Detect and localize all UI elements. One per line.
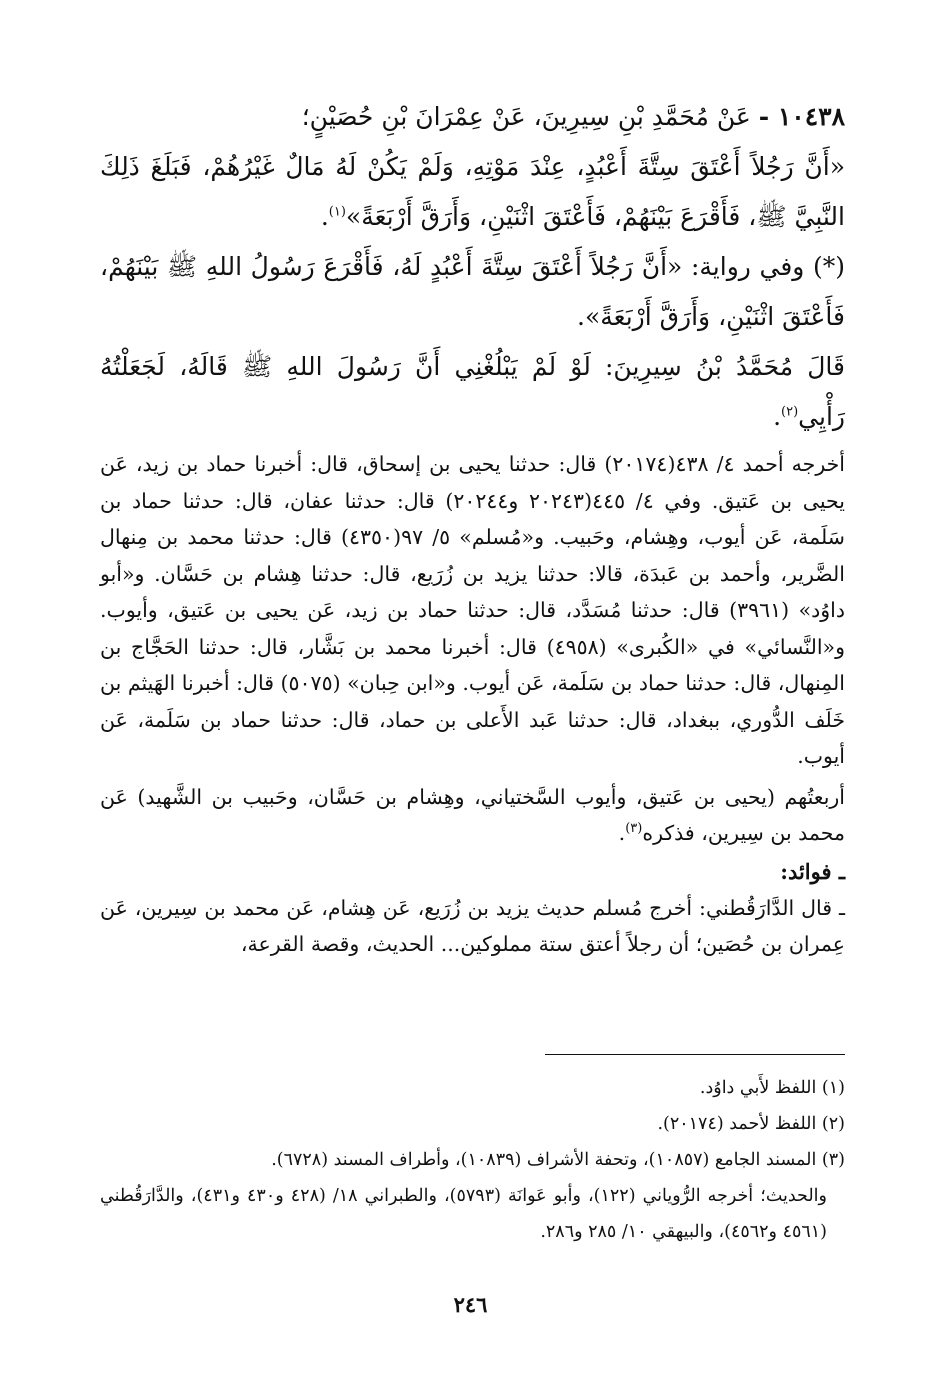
- fawaid-heading: ـ فوائد:: [780, 858, 845, 884]
- hadith-qaul: قَالَ مُحَمَّدُ بْنُ سِيرِينَ: لَوْ لَمْ يَبْلُغْنِي أَنَّ رَسُولَ اللهِ ﷺ قَالَهُ، لَجَعَلْتُهُ رَأْيِي: [100, 352, 845, 431]
- hadith-isnad: عَنْ مُحَمَّدِ بْنِ سِيرِينَ، عَنْ عِمْرَانَ بْنِ حُصَيْنٍ؛: [301, 102, 751, 131]
- footnote-1: (١) اللفظ لأَبي داوُد.: [699, 1078, 845, 1098]
- hadith-qaul-end: .: [773, 402, 782, 431]
- takhrij-paragraph: أخرجه أحمد ٤/ ٤٣٨(٢٠١٧٤) قال: حدثنا يحيى بن إسحاق، قال: أخبرنا حماد بن زيد، عَن يحيى بن عَتيق. وفي ٤/ ٤٤٥(٢٠٢٤٣ و٢٠٢٤٤) قال: حدثنا عفان، قال: حدثنا حماد بن سَلَمة، عَن أيوب، وهِشام، وحَبيب. و«مُسلم» ٥/ ٩٧(٤٣٥٠) قال: حدثنا محمد بن مِنهال الضَّرير، وأحمد بن عَبدَة، قالا: حدثنا يزيد بن زُرَيع، قال: حدثنا هِشام بن حَسَّان. و«أبو داوُد» (٣٩٦١) قال: حدثنا مُسَدَّد، قال: حدثنا حماد بن زيد، عَن يحيى بن عَتيق، وأيوب. و«النَّسائي» في «الكُبرى» (٤٩٥٨) قال: أخبرنا محمد بن بَشَّار، قال: حدثنا الحَجَّاج بن المِنهال، قال: حدثنا حماد بن سَلَمة، عَن أيوب. و«ابن حِبان» (٥٠٧٥) قال: أخبرنا الهَيثم بن خَلَف الدُّوري، ببغداد، قال: حدثنا عَبد الأَعلى بن حماد، قال: حدثنا حماد بن سَلَمة، عَن أيوب.: [100, 452, 845, 768]
- takhrij-summary-end: .: [618, 821, 626, 845]
- footnote-3-continuation: والحديث؛ أخرجه الرُّوياني (١٢٢)، وأبو عَوانَة (٥٧٩٣)، والطبراني ١٨/ (٤٢٨ و٤٣٠ و٤٣١)، والدَّارَقُطني (٤٥٦١ و٤٥٦٢)، والبيهقي ١٠/ ٢٨٥ و٢٨٦.: [100, 1186, 827, 1242]
- takhrij-summary: أربعتُهم (يحيى بن عَتيق، وأيوب السَّختياني، وهِشام بن حَسَّان، وحَبيب بن الشَّهيد) عَن محمد بن سِيرين، فذكره: [100, 784, 845, 845]
- footnote-2: (٢) اللفظ لأحمد (٢٠١٧٤).: [657, 1114, 845, 1134]
- footnote-3: (٣) المسند الجامع (١٠٨٥٧)، وتحفة الأشراف (١٠٨٣٩)، وأطراف المسند (٦٧٢٨).: [271, 1150, 845, 1170]
- fawaid-text: ـ قال الدَّارَقُطني: أخرج مُسلم حديث يزيد بن زُرَيع، عَن هِشام، عَن محمد بن سِيرين، عَن عِمران بن حُصَين؛ أن رجلاً أعتق ستة مملوكين... الحديث، وقصة القرعة،: [100, 895, 845, 956]
- hadith-qaul-paragraph: [100, 342, 845, 442]
- footnote-ref-2[interactable]: (٢): [781, 404, 799, 420]
- page-body: [100, 92, 845, 1352]
- hadith-number: ١٠٤٣٨ -: [758, 102, 845, 131]
- hadith-matn: «أَنَّ رَجُلاً أَعْتَقَ سِتَّةَ أَعْبُدٍ، عِنْدَ مَوْتِهِ، وَلَمْ يَكُنْ لَهُ مَالٌ غَيْرُهُمْ، فَبَلَغَ ذَلِكَ النَّبِيَّ ﷺ، فَأَقْرَعَ بَيْنَهُمْ، فَأَعْتَقَ اثْنَيْنِ، وَأَرَقَّ أَرْبَعَةً»: [100, 152, 845, 231]
- hadith-riwaya: (*) وفي رواية: «أَنَّ رَجُلاً أَعْتَقَ سِتَّةَ أَعْبُدٍ لَهُ، فَأَقْرَعَ رَسُولُ اللهِ ﷺ بَيْنَهُمْ، فَأَعْتَقَ اثْنَيْنِ، وَأَرَقَّ أَرْبَعَةً».: [100, 252, 845, 331]
- footnote-separator: [545, 1054, 845, 1055]
- footnotes: [100, 1070, 845, 1250]
- page-number: ٢٤٦: [453, 1292, 488, 1317]
- footnote-ref-3[interactable]: (٣): [625, 821, 643, 837]
- takhrij-summary-paragraph: [100, 779, 845, 852]
- footnote-ref-1[interactable]: (١): [328, 204, 346, 220]
- hadith-heading: [100, 92, 845, 142]
- hadith-matn-paragraph: «أَنَّ رَجُلاً أَعْتَقَ سِتَّةَ أَعْبُدٍ، عِنْدَ مَوْتِهِ، وَلَمْ يَكُنْ لَهُ مَالٌ غَيْرُهُمْ، فَبَلَغَ ذَلِكَ النَّبِيَّ ﷺ، فَأَقْرَعَ بَيْنَهُمْ، فَأَعْتَقَ اثْنَيْنِ، وَأَرَقَّ أَرْبَعَةً»$^{(١)}$.: [100, 152, 845, 231]
